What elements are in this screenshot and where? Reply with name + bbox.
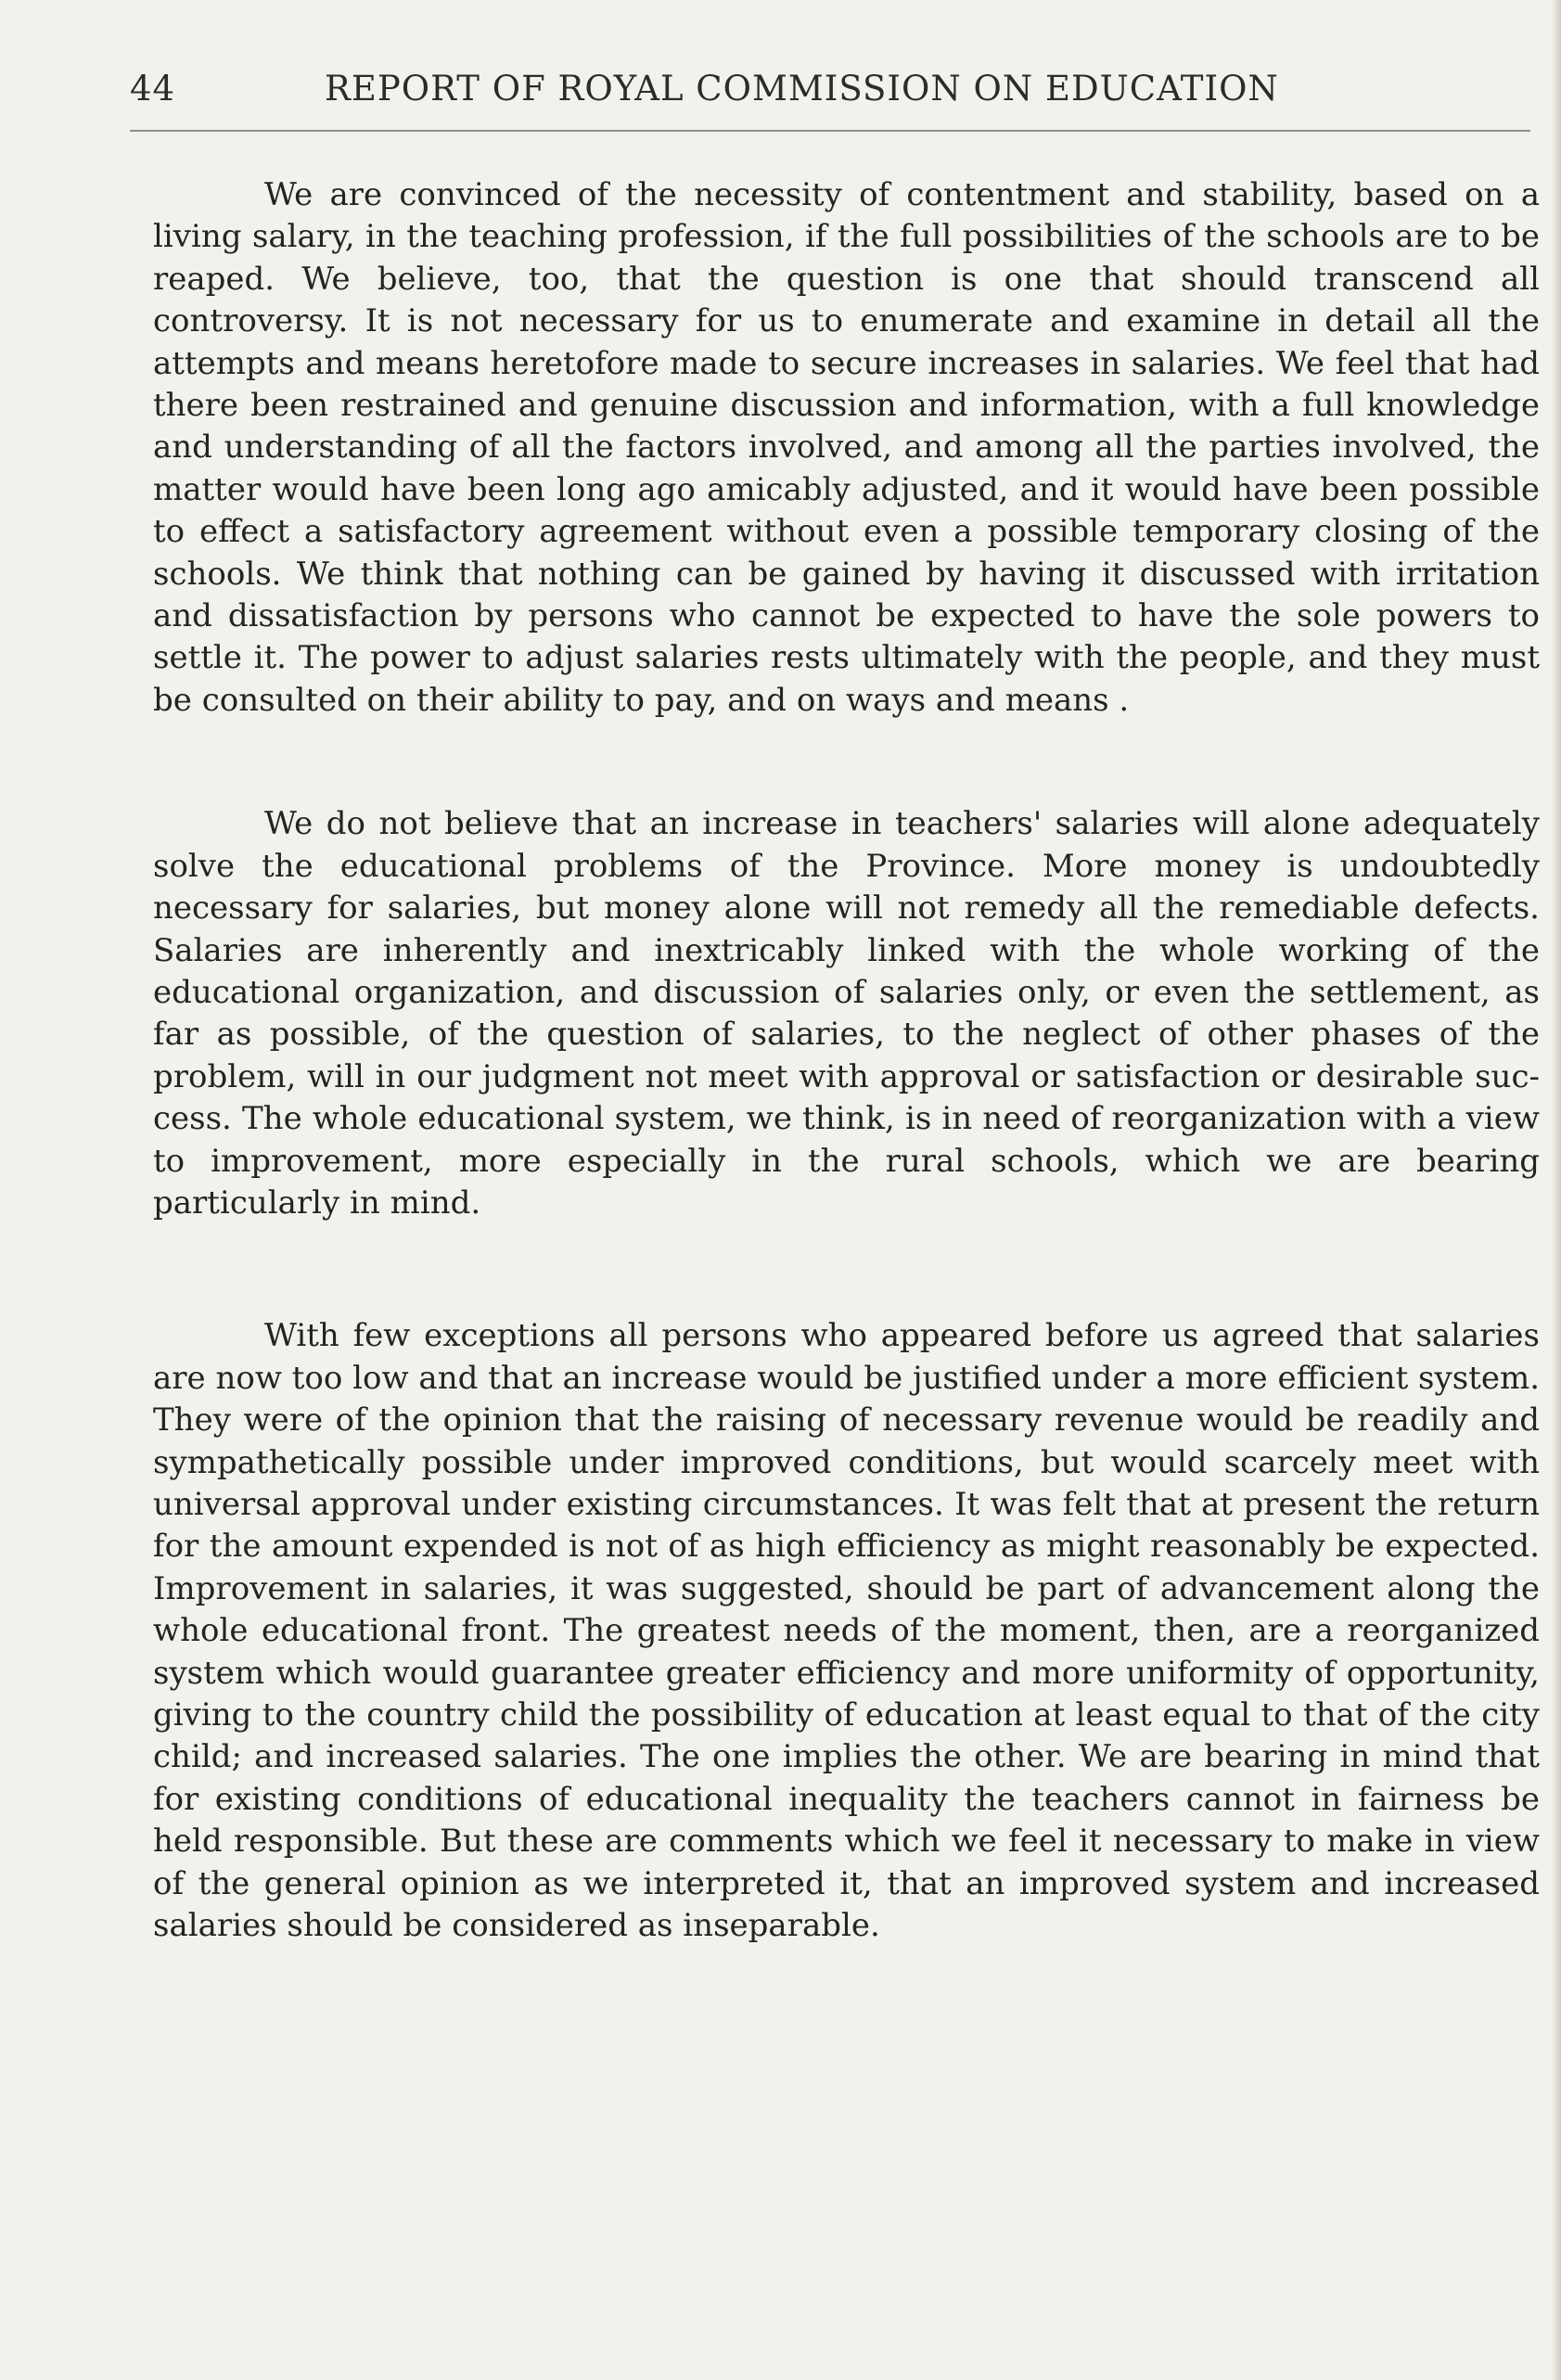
- paragraph-salary-stability: We are convinced of the necessity of contentment and stability, based on a living salary, in the teaching profession, if the full possibilities of the schools are to be reaped. We believe, too, that the question is one that should transcend all controversy. It is not necessary for us to enumerate and examine in detail all the attempts and means heretofore made to secure increases in salaries. We feel that had there been restrained and genuine discussion and information, with a full knowledge and understanding of all the factors involved, and among all the parties involved, the matter would have been long ago amicably adjusted, and it would have been possible to effect a satisfactory agreement without even a possible temporary closing of the schools. We think that nothing can be gained by having it discussed with irritation and dissatisfaction by persons who cannot be expected to have the sole powers to settle it. The power to adjust salaries rests ultimately with the people, and they must be consulted on their ability to pay, and on ways and means .: [153, 176, 1540, 719]
- page-edge-shadow: [1552, 0, 1561, 2380]
- paragraph-persons-appeared: With few exceptions all persons who appeared before us agreed that salaries are now too low and that an increase would be justified under a more efficient system. They were of the opinion that the raising of necessary revenue would be readily and sympathetically possible under improved conditions, but would scarcely meet with universal approval under existing circumstances. It was felt that at present the return for the amount expended is not of as high efficiency as might reasonably be expected. Improvement in salaries, it was suggested, should be part of advancement along the whole educational front. The greatest needs of the moment, then, are a reorganized system which would guarantee greater efficiency and more uniformity of opportunity, giving to the country child the possibility of education at least equal to that of the city child; and increased salaries. The one implies the other. We are bearing in mind that for existing conditions of educational inequality the teachers cannot in fairness be held responsible. But these are comments which we feel it necessary to make in view of the general opinion as we interpreted it, that an improved system and increased salaries should be considered as inseparable.: [153, 1317, 1540, 1945]
- running-title: REPORT OF ROYAL COMMISSION ON EDUCATION: [325, 69, 1279, 109]
- page-header: [130, 65, 1530, 121]
- page-number: 44: [130, 69, 176, 109]
- paragraph-educational-problems: We do not believe that an increase in teachers' salaries will alone adequately solve the educational problems of the Province. More money is undoubtedly necessary for salaries, but money alone will not remedy all the remediable defects. Salaries are inherently and inextricably linked with the whole working of the educational organization, and discussion of salaries only, or even the settlement, as far as possible, of the question of salaries, to the neglect of other phases of the problem, will in our judgment not meet with approval or satisfaction or desirable success. The whole educational system, we think, is in need of reorganization with a view to improvement, more especially in the rural schools, which we are bearing particularly in mind.: [153, 805, 1540, 1222]
- body-text: [153, 174, 1540, 1947]
- header-divider: [130, 130, 1530, 132]
